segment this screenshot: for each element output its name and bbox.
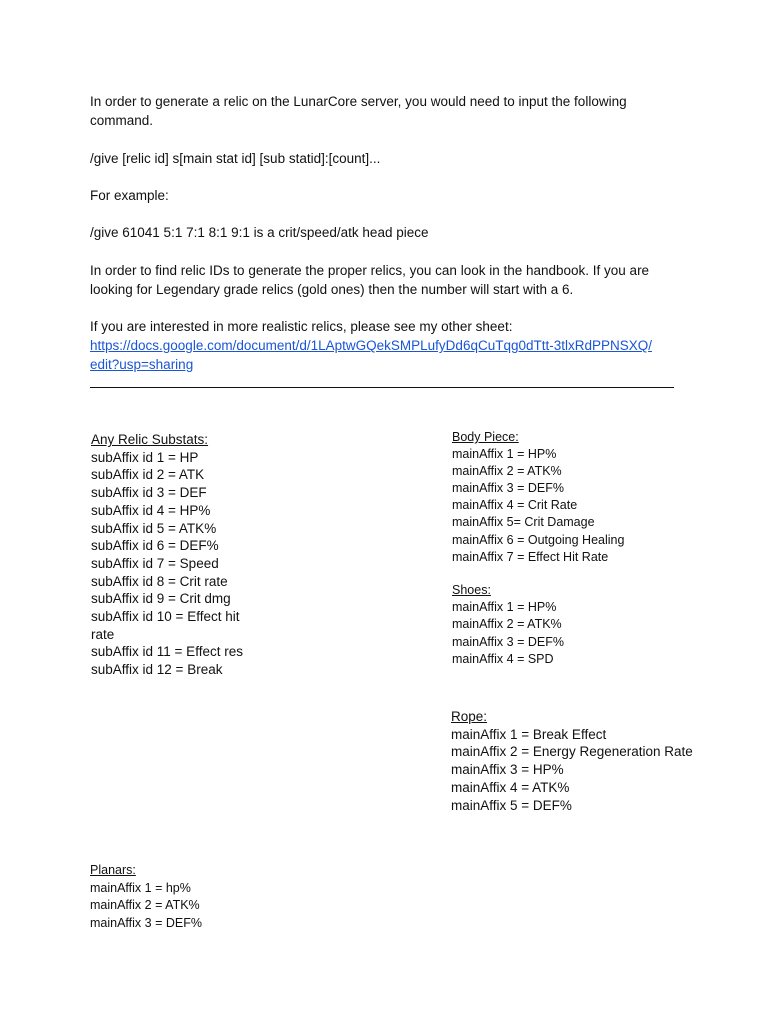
list-item: mainAffix 6 = Outgoing Healing [452, 532, 625, 547]
planars-section [90, 862, 202, 932]
list-item: mainAffix 1 = hp% [90, 880, 191, 895]
list-item: mainAffix 4 = ATK% [451, 779, 570, 795]
other-sheet-link-continued[interactable]: edit?usp=sharing [90, 357, 194, 372]
shoes-section [452, 582, 564, 668]
intro-line-1: In order to generate a relic on the LunarCore server, you would need to input the following [90, 94, 627, 109]
list-item: mainAffix 3 = DEF% [90, 915, 202, 930]
list-item: subAffix id 6 = DEF% [91, 538, 219, 554]
list-item: mainAffix 4 = SPD [452, 651, 554, 666]
command-syntax: /give [relic id] s[main stat id] [sub statid]:[count]... [90, 151, 381, 166]
example-label: For example: [90, 188, 169, 203]
list-item: subAffix id 3 = DEF [91, 485, 207, 501]
list-item: mainAffix 3 = DEF% [452, 634, 564, 649]
list-item: mainAffix 7 = Effect Hit Rate [452, 549, 609, 564]
find-ids-line-2: looking for Legendary grade relics (gold ones) then the number will start with a 6. [90, 282, 574, 297]
list-item: subAffix id 10 = Effect hit [91, 609, 240, 625]
list-item: subAffix id 12 = Break [91, 662, 223, 678]
list-item: mainAffix 1 = HP% [452, 447, 557, 462]
list-item: subAffix id 8 = Crit rate [91, 573, 228, 589]
planars-header: Planars: [90, 863, 136, 877]
list-item: mainAffix 1 = HP% [452, 600, 557, 615]
list-item: mainAffix 3 = DEF% [452, 481, 564, 496]
other-sheet-link[interactable]: https://docs.google.com/document/d/1LAptwGQekSMPLufyDd6qCuTqg0dTtt-3tlxRdPPNSXQ/ [90, 338, 653, 353]
list-item: mainAffix 3 = HP% [451, 762, 564, 778]
list-item: subAffix id 11 = Effect res [91, 644, 243, 660]
list-item: subAffix id 5 = ATK% [91, 520, 217, 536]
list-item: subAffix id 9 = Crit dmg [91, 591, 231, 607]
list-item: mainAffix 4 = Crit Rate [452, 498, 578, 513]
list-item: mainAffix 2 = Energy Regeneration Rate [451, 744, 693, 760]
body-piece-header: Body Piece: [452, 430, 519, 444]
list-item: subAffix id 7 = Speed [91, 555, 219, 571]
intro-line-2: command. [90, 113, 154, 128]
shoes-header: Shoes: [452, 583, 491, 597]
list-item: rate [91, 626, 115, 642]
realistic-relics-line: If you are interested in more realistic relics, please see my other sheet: [90, 319, 513, 334]
list-item: mainAffix 2 = ATK% [90, 898, 200, 913]
rope-section [451, 708, 693, 814]
list-item: mainAffix 2 = ATK% [452, 617, 562, 632]
horizontal-divider [90, 387, 674, 388]
list-item: subAffix id 1 = HP [91, 449, 199, 465]
list-item: mainAffix 5= Crit Damage [452, 515, 595, 530]
list-item: mainAffix 1 = Break Effect [451, 726, 607, 742]
list-item: mainAffix 2 = ATK% [452, 464, 562, 479]
list-item: subAffix id 2 = ATK [91, 467, 205, 483]
find-ids-line-1: In order to find relic IDs to generate the proper relics, you can look in the handbook. If you are [90, 263, 650, 278]
substats-section [91, 431, 243, 679]
body-piece-section [452, 429, 624, 566]
substats-header: Any Relic Substats: [91, 432, 209, 447]
rope-header: Rope: [451, 709, 488, 724]
example-command: /give 61041 5:1 7:1 8:1 9:1 is a crit/speed/atk head piece [90, 225, 429, 240]
list-item: subAffix id 4 = HP% [91, 502, 211, 518]
list-item: mainAffix 5 = DEF% [451, 797, 572, 813]
